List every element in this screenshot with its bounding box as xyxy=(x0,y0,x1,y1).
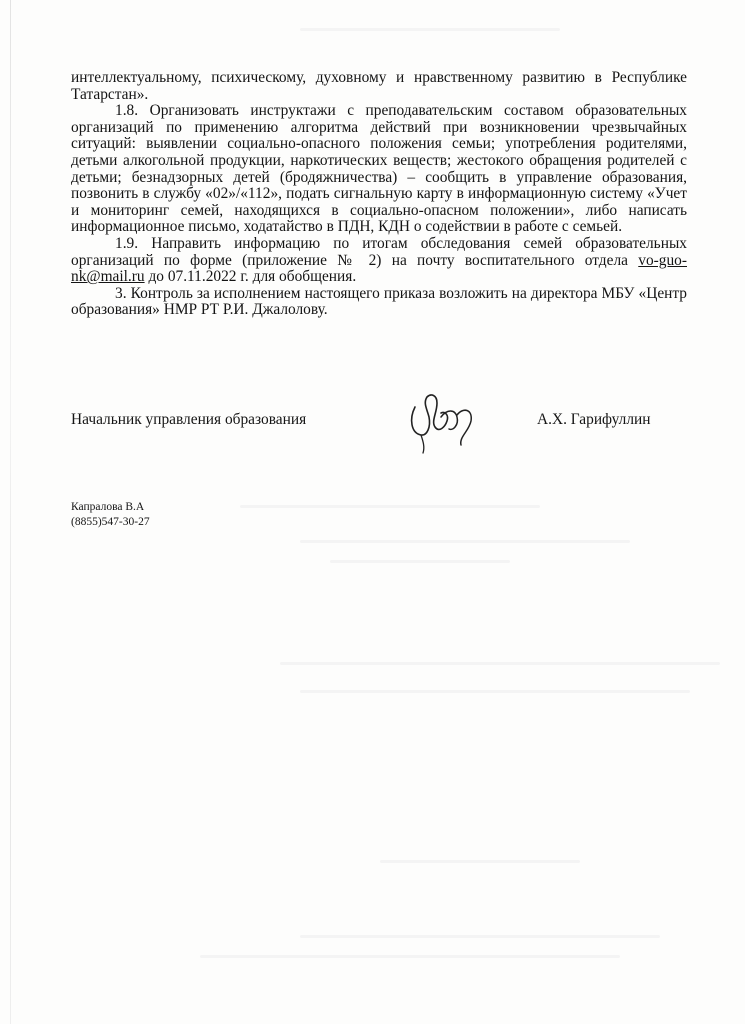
paragraph-3 xyxy=(71,286,687,319)
scan-edge-line xyxy=(10,0,11,1024)
scan-artifact xyxy=(300,28,560,31)
paragraph-text: Организовать инструктажи с преподавательским составом образовательных организаций по применению алгоритма действий при возникновении чрезвычайных ситуаций: выявлении социально-опасного положения семьи; употребления родителями, детьми алкогольной продукции, наркотических веществ; жестокого обращения родителей с детьми; безнадзорных детей (бродяжничества) – сообщить в управление образования, позвонить в службу «02»/«112», подать сигнальную карту в информационную систему «Учет и мониторинг семей, находящихся в социально-опасном положении», либо написать информационное письмо, ходатайство в ПДН, КДН о содействии в работе с семьей. xyxy=(71,102,688,236)
handwritten-signature xyxy=(401,387,491,457)
paragraph-text: 3. Контроль за исполнением настоящего приказа возложить на директора МБУ «Центр образования» НМР РТ Р.И. Джалолову. xyxy=(71,284,687,319)
scan-artifact xyxy=(330,560,510,563)
signatory-title: Начальник управления образования xyxy=(71,411,307,428)
document-body xyxy=(71,70,687,319)
scan-artifact xyxy=(300,690,690,693)
scan-artifact xyxy=(300,935,660,938)
paragraph-number: 1.8. xyxy=(115,102,139,120)
paragraph-text: интеллектуальному, психическому, духовному и нравственному развитию в Республике Татарстан». xyxy=(71,69,687,103)
email-link[interactable]: vo-guo-nk@mail.ru xyxy=(71,251,687,286)
scan-artifact xyxy=(380,860,580,863)
paragraph-1-9 xyxy=(71,236,687,286)
scan-artifact xyxy=(200,955,620,958)
signatory-name: А.Х. Гарифуллин xyxy=(537,411,651,428)
signature-row xyxy=(71,405,687,445)
paragraph-1-8 xyxy=(71,103,687,236)
scan-artifact xyxy=(240,505,540,508)
paragraph-continued xyxy=(71,70,687,103)
scan-artifact xyxy=(280,662,720,665)
paragraph-number: 1.9. xyxy=(115,234,139,252)
executor-phone: (8855)547-30-27 xyxy=(71,516,150,528)
scan-artifact xyxy=(300,540,630,543)
paragraph-text: до 07.11.2022 г. для обобщения. xyxy=(144,268,357,286)
paragraph-text: Направить информацию по итогам обследования семей образовательных организаций по форме (приложение № 2) на почту воспитательного отдела xyxy=(71,234,687,269)
executor-name: Капралова В.А xyxy=(71,501,145,513)
executor-info xyxy=(71,500,150,530)
